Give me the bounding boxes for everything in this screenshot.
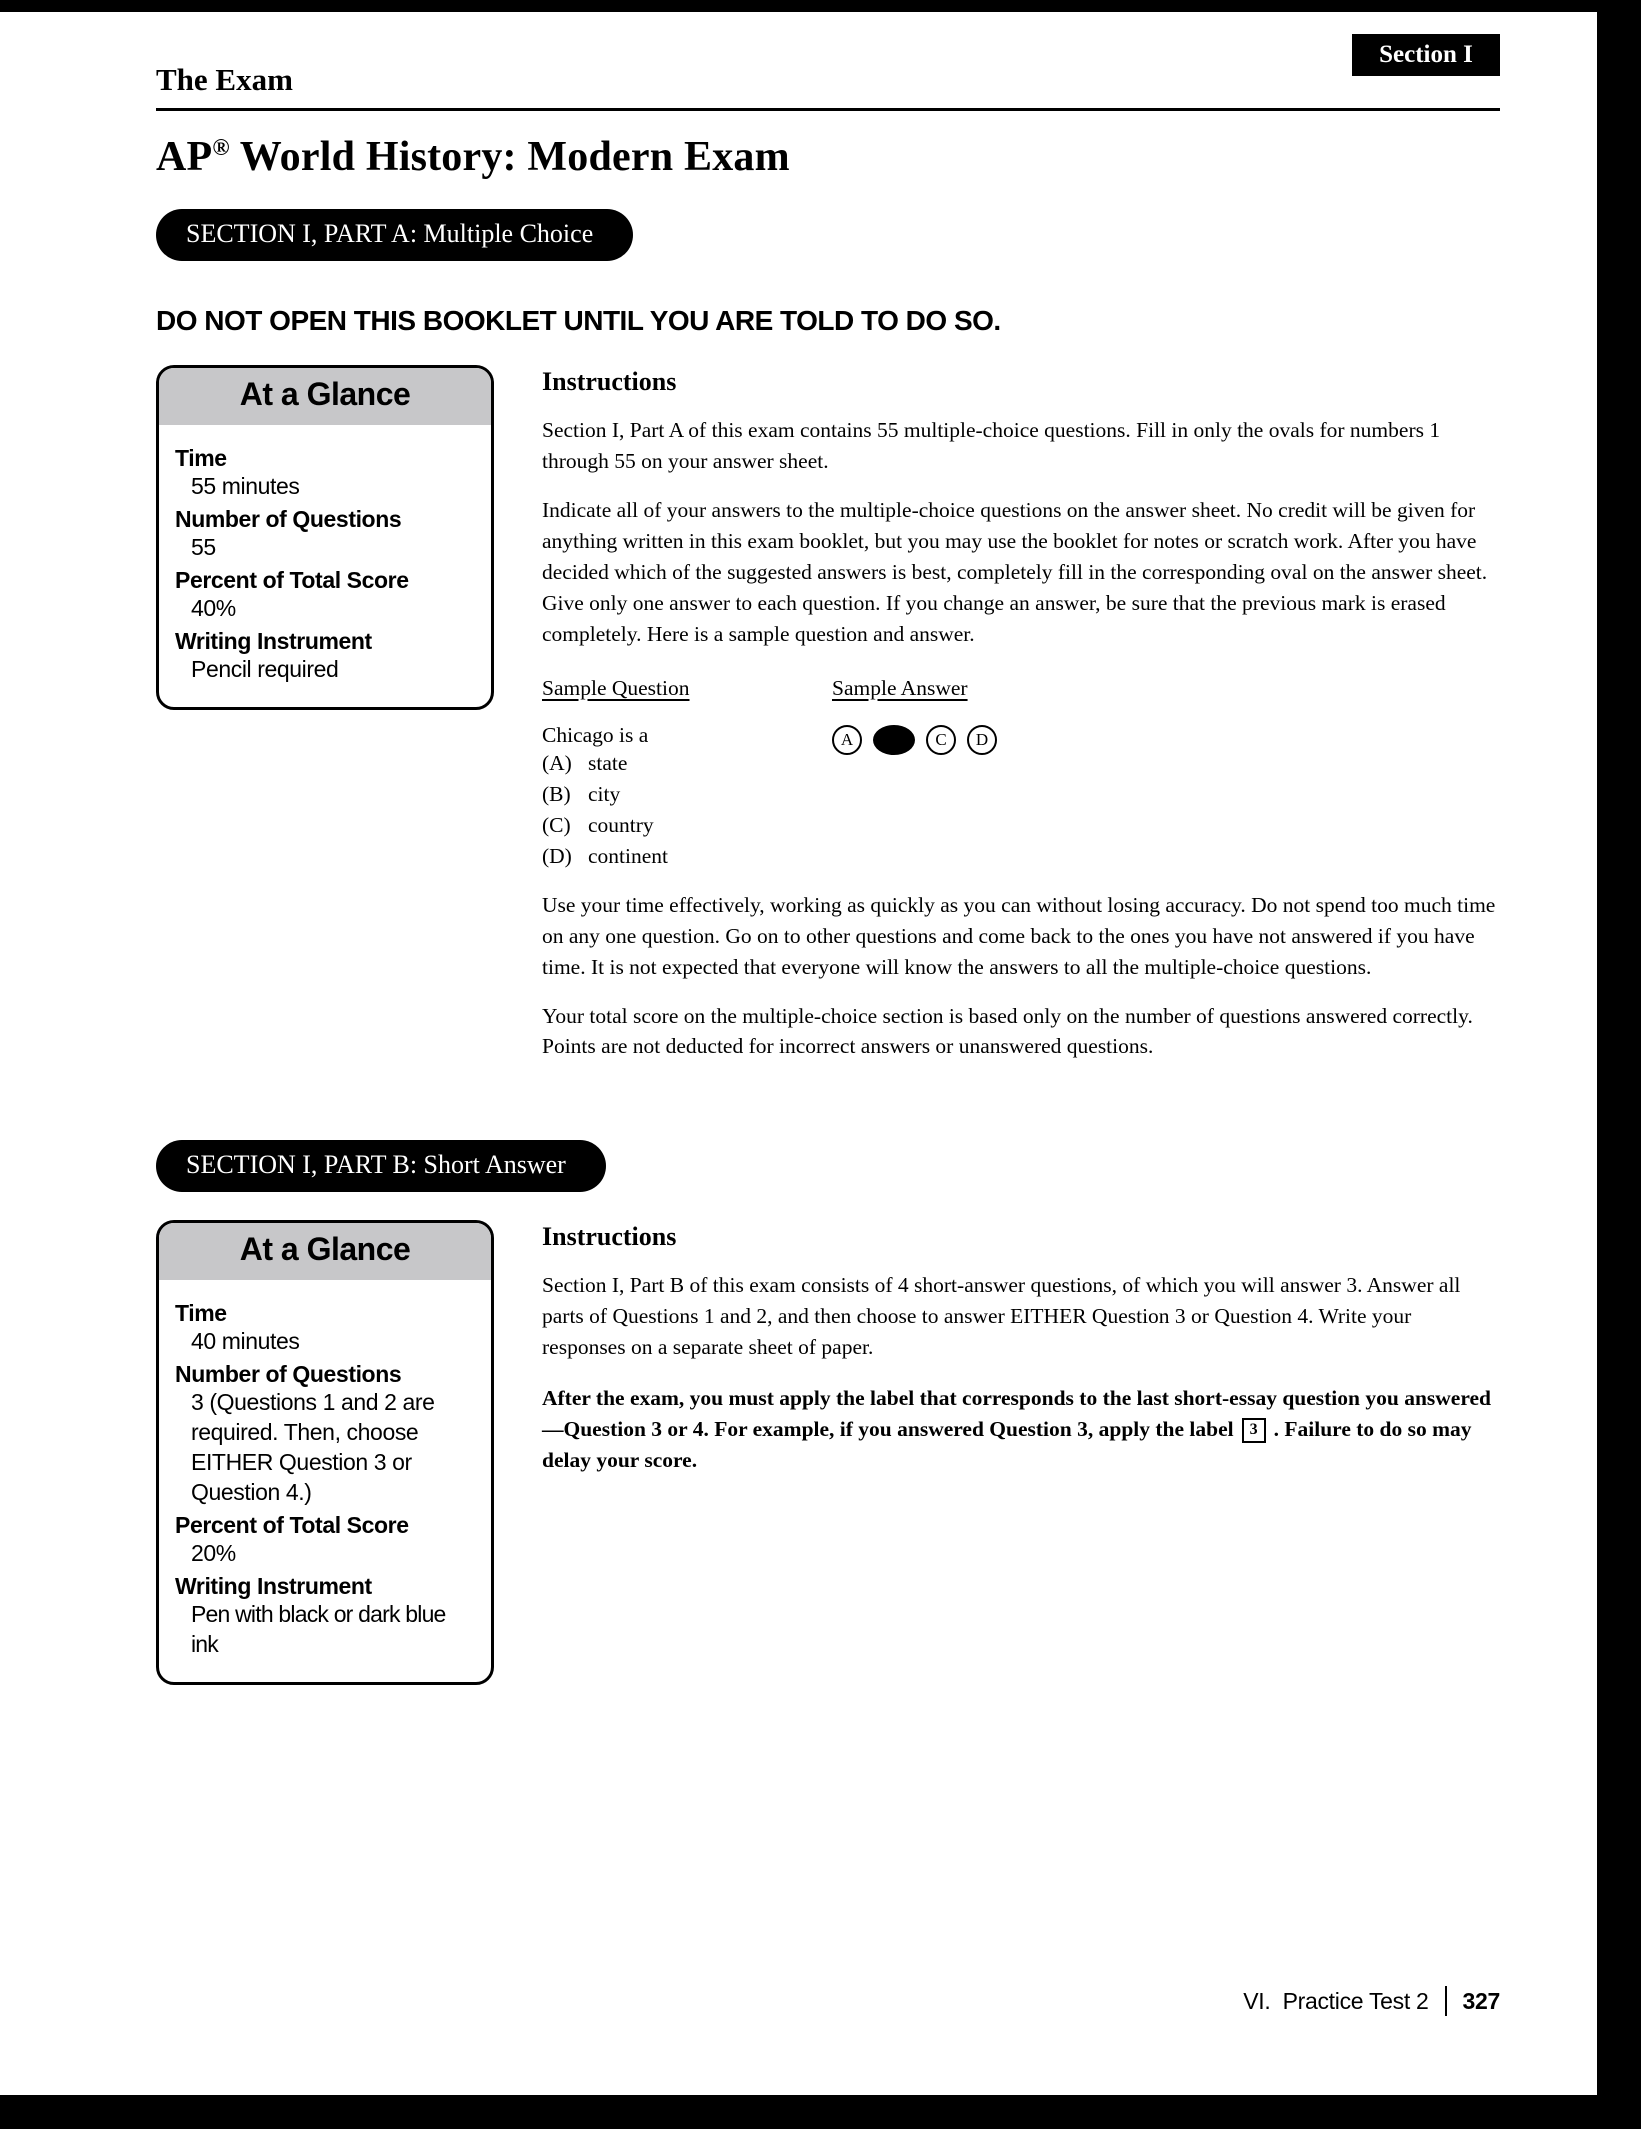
glance-label: Percent of Total Score	[175, 1511, 409, 1538]
instructions-part-a	[542, 365, 1500, 1062]
sample-choice-d	[542, 841, 832, 872]
sample-question-text: Chicago is a	[542, 722, 649, 747]
do-not-open-warning: DO NOT OPEN THIS BOOKLET UNTIL YOU ARE TOLD TO DO SO.	[156, 305, 1001, 336]
glance-item-writing-instrument	[175, 628, 477, 685]
choice-text: country	[588, 812, 654, 837]
section-tab: Section I	[1352, 34, 1500, 76]
glance-value: 55 minutes	[191, 473, 300, 499]
glance-item-time	[175, 1300, 477, 1357]
glance-label: Time	[175, 445, 227, 471]
glance-label: Time	[175, 1300, 227, 1327]
glance-label: Writing Instrument	[175, 1572, 372, 1599]
instructions-part-b	[542, 1220, 1500, 1684]
page-frame-right-bar	[1597, 0, 1641, 2129]
glance-label: Percent of Total Score	[175, 566, 409, 593]
choice-text: continent	[588, 843, 669, 868]
sample-answer-ovals	[832, 725, 997, 755]
at-a-glance-body	[159, 425, 491, 707]
label-warning-paragraph	[542, 1383, 1500, 1476]
footer-section-label: VI. Practice Test 2	[1243, 1987, 1429, 2014]
section-pill-part-b: SECTION I, PART B: Short Answer	[156, 1140, 606, 1192]
instructions-paragraph: Indicate all of your answers to the multiple-choice questions on the answer sheet. No credit will be given for anything written in this exam booklet, but you may use the booklet for notes or scratch work. After you have decided which of the suggested answers is best, completely fill in the corresponding oval on the answer sheet. Give only one answer to each question. If you change an answer, be sure that the previous mark is erased completely. Here is a sample question and answer.	[542, 497, 1488, 646]
at-a-glance-title: At a Glance	[159, 1223, 491, 1280]
choice-key: (A)	[542, 750, 572, 775]
sample-question-column	[542, 676, 832, 872]
glance-value: 40 minutes	[191, 1328, 300, 1355]
footer-divider	[1445, 1986, 1447, 2016]
page-footer	[1243, 1986, 1500, 2016]
answer-oval-b-filled	[873, 725, 915, 755]
sample-answer-header: Sample Answer	[832, 675, 968, 700]
answer-oval-c: C	[926, 725, 956, 755]
at-a-glance-box-part-b	[156, 1220, 494, 1684]
sample-choice-a	[542, 748, 832, 779]
instructions-paragraph: Section I, Part A of this exam contains 55 multiple-choice questions. Fill in only the ovals for numbers 1 through 55 on your answer sheet.	[542, 418, 1441, 473]
sample-answer-column	[832, 676, 997, 872]
glance-label: Number of Questions	[175, 505, 402, 532]
instructions-heading: Instructions	[542, 367, 677, 396]
glance-item-number-of-questions	[175, 1361, 477, 1508]
glance-value: 3 (Questions 1 and 2 are required. Then, choose EITHER Question 3 or Question 4.)	[191, 1389, 435, 1505]
part-a-body	[156, 365, 1500, 1062]
footer-page-number: 327	[1462, 1987, 1500, 2014]
choice-key: (B)	[542, 781, 571, 806]
instructions-paragraph: Use your time effectively, working as quickly as you can without losing accuracy. Do not spend too much time on any one question. Go on to other questions and come back to the ones you have not answered if you have time. It is not expected that everyone will know the answers to all the multiple-choice questions.	[542, 892, 1496, 979]
page-content	[156, 62, 1500, 1685]
at-a-glance-body	[159, 1280, 491, 1681]
answer-oval-a: A	[832, 725, 862, 755]
glance-item-percent-of-total-score	[175, 567, 477, 624]
glance-item-percent-of-total-score	[175, 1512, 477, 1569]
label-3-chip: 3	[1242, 1418, 1266, 1443]
part-b-body	[156, 1220, 1500, 1684]
exam-title-ap: AP	[156, 134, 213, 180]
choice-text: city	[588, 781, 621, 806]
answer-oval-d: D	[967, 725, 997, 755]
at-a-glance-title: At a Glance	[159, 368, 491, 425]
choice-text: state	[588, 750, 628, 775]
choice-key: (D)	[542, 843, 572, 868]
glance-value: 40%	[191, 594, 236, 621]
registered-mark: ®	[212, 134, 230, 160]
glance-label: Number of Questions	[175, 1361, 402, 1388]
glance-item-writing-instrument	[175, 1573, 477, 1660]
instructions-paragraph: Your total score on the multiple-choice section is based only on the number of questions answered correctly. Points are not deducted for incorrect answers or unanswered questions.	[542, 1003, 1473, 1059]
sample-question-header: Sample Question	[542, 675, 690, 700]
instructions-heading: Instructions	[542, 1222, 677, 1252]
exam-title	[156, 133, 1500, 181]
glance-value: 55	[191, 533, 216, 560]
instructions-paragraph: Section I, Part B of this exam consists of 4 short-answer questions, of which you will answer 3. Answer all parts of Questions 1 and 2, and then choose to answer EITHER Question 3 or Question 4. Write your responses on a separate sheet of paper.	[542, 1273, 1461, 1360]
header-rule	[156, 108, 1500, 111]
choice-key: (C)	[542, 812, 571, 837]
glance-value: 20%	[191, 1539, 236, 1566]
glance-value: Pencil required	[191, 655, 339, 682]
glance-label: Writing Instrument	[175, 627, 372, 654]
exam-title-rest: World History: Modern Exam	[229, 134, 790, 180]
glance-item-number-of-questions	[175, 506, 477, 563]
chapter-eyebrow: The Exam	[156, 62, 293, 97]
sample-question-block	[542, 676, 1500, 872]
label-warning-before: After the exam, you must apply the label that corresponds to the last short-essay question you answered—Question 3 or 4. For example, if you answered Question 3, apply the label	[542, 1386, 1491, 1442]
sample-choice-c	[542, 810, 832, 841]
glance-item-time	[175, 445, 477, 502]
page-frame-bottom-bar	[0, 2095, 1641, 2129]
sample-choice-b	[542, 779, 832, 810]
glance-value: Pen with black or dark blue ink	[191, 1600, 446, 1657]
at-a-glance-box-part-a	[156, 365, 494, 710]
section-pill-part-a: SECTION I, PART A: Multiple Choice	[156, 209, 633, 261]
page-frame-top-bar	[0, 0, 1641, 12]
label-warning-after: . Failure to do so may delay your score.	[542, 1417, 1472, 1473]
